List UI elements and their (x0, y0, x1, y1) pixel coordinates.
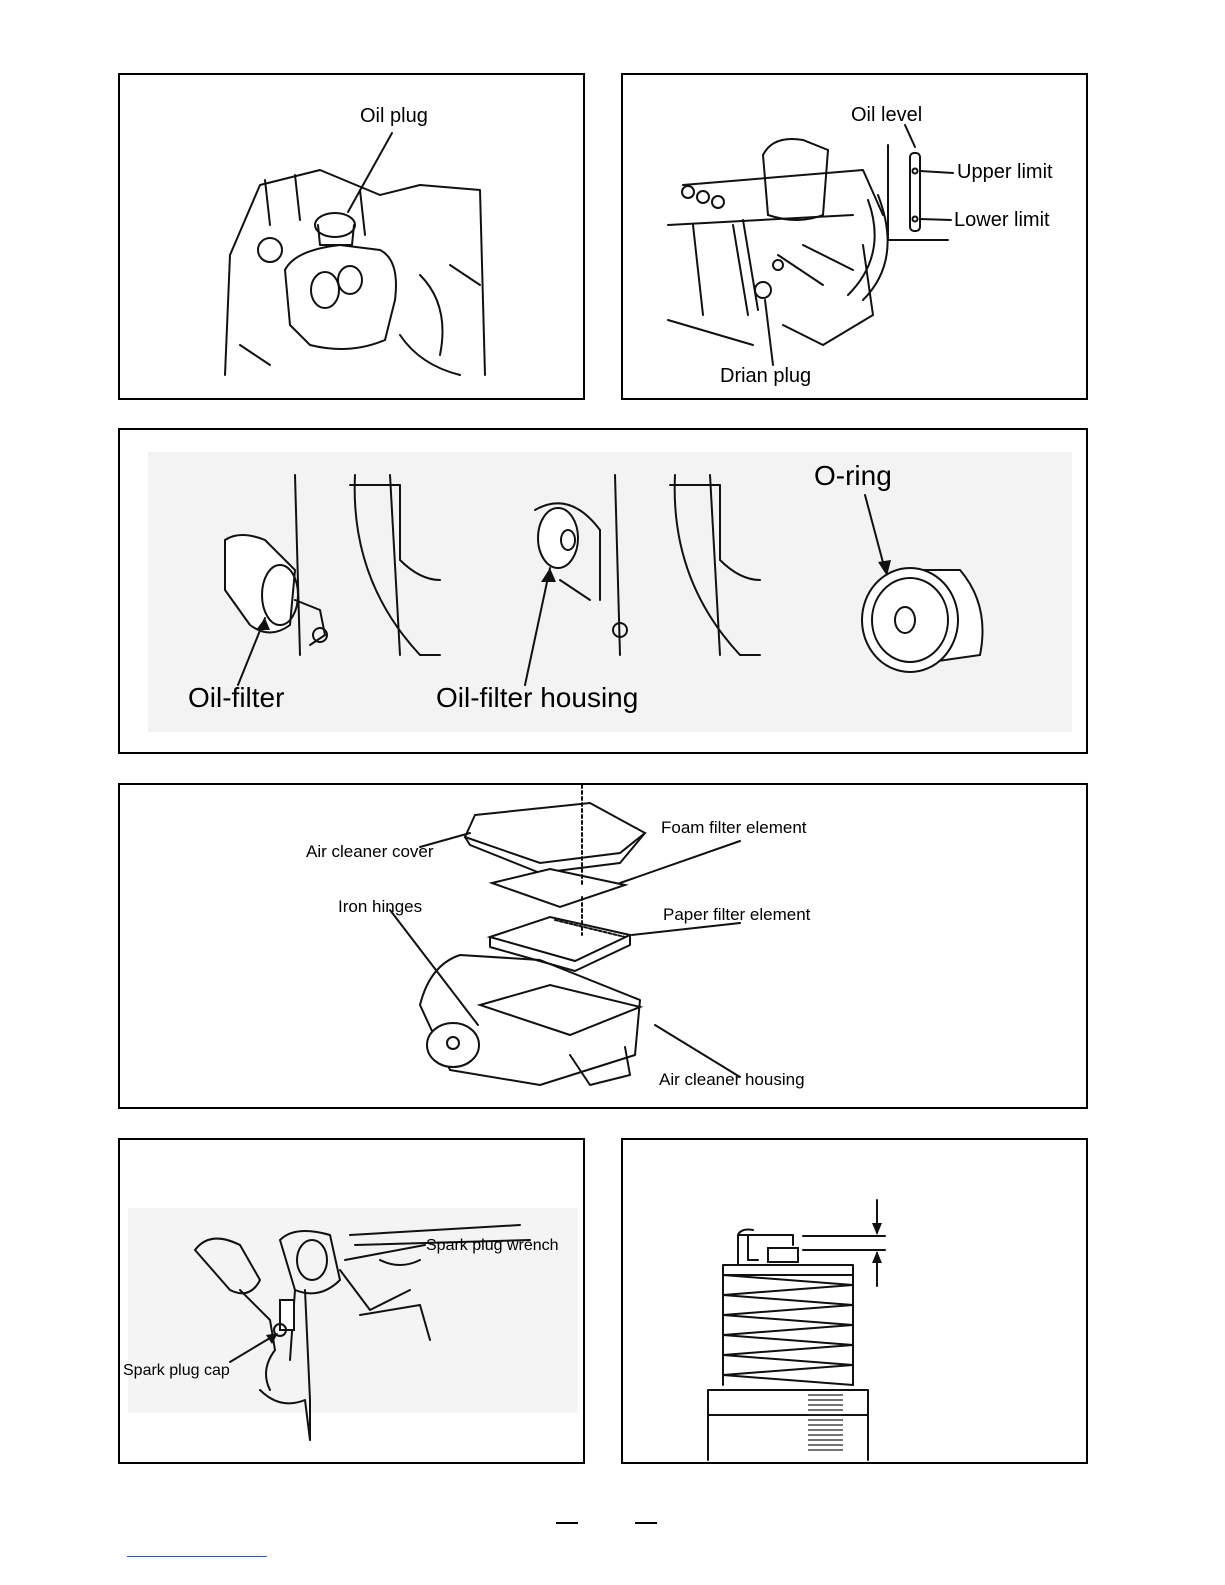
oil-filter-label: Oil-filter (188, 682, 285, 713)
page-number-mark-right (635, 1522, 657, 1524)
paper-filter-element-label: Paper filter element (663, 905, 811, 924)
engine-oil-plug-illustration (120, 75, 585, 400)
air-cleaner-exploded-illustration (120, 785, 1088, 1109)
air-cleaner-figure (118, 783, 1088, 1109)
spark-plug-gap-figure (621, 1138, 1088, 1464)
oil-plug-label: Oil plug (360, 105, 428, 127)
oil-level-figure (621, 73, 1088, 400)
foam-filter-element-label: Foam filter element (661, 818, 807, 837)
iron-hinges-label: Iron hinges (338, 897, 423, 916)
oil-filter-figure (118, 428, 1088, 754)
spark-plug-wrench-label: Spark plug wrench (426, 1237, 559, 1254)
o-ring-label: O-ring (814, 460, 892, 491)
page-number-mark-left (556, 1522, 578, 1524)
air-cleaner-cover-label: Air cleaner cover (306, 842, 434, 861)
spark-plug-cap-label: Spark plug cap (123, 1362, 230, 1379)
drain-plug-label: Drian plug (720, 365, 812, 387)
spark-plug-gap-illustration (623, 1140, 1088, 1464)
oil-plug-figure (118, 73, 585, 400)
oil-filter-housing-label: Oil-filter housing (436, 682, 639, 713)
footer-link-underline (127, 1556, 267, 1557)
air-cleaner-housing-label: Air cleaner housing (659, 1070, 805, 1089)
lower-limit-label: Lower limit (954, 209, 1050, 231)
spark-plug-wrench-illustration (120, 1140, 585, 1464)
oil-level-label: Oil level (851, 104, 923, 126)
upper-limit-label: Upper limit (957, 161, 1053, 183)
spark-plug-removal-figure (118, 1138, 585, 1464)
